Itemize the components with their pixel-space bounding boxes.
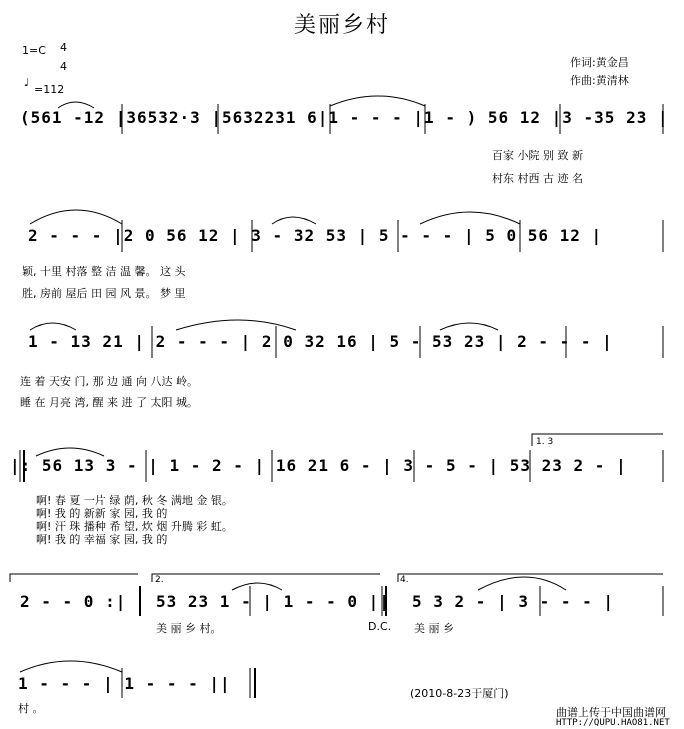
lyrics-row-3-verse-1: 连 着 天安 门, 那 边 通 向 八达 岭。	[20, 375, 198, 388]
lyricist-credit: 作词:黄金昌	[570, 56, 629, 69]
notation-row-4: |: 56 13 3 - | 1 - 2 - | 16 21 6 - | 3 - 5 - | 53 23 2 - |	[10, 456, 627, 475]
volta-2: 2.	[155, 575, 164, 585]
notation-row-6: 1 - - - | 1 - - - ||	[18, 674, 231, 693]
volta-4: 4.	[400, 575, 409, 585]
time-signature-denominator: 4	[60, 60, 67, 73]
lyrics-row-4-verse-2: 啊! 我 的 新新 家 园, 我 的	[36, 507, 168, 520]
volta-1-3: 1. 3	[536, 437, 554, 447]
key-signature: 1=C	[22, 44, 46, 57]
lyrics-row-6: 村 。	[18, 702, 44, 715]
lyrics-row-5b: 美 丽 乡 村。	[156, 622, 222, 635]
time-signature-numerator: 4	[60, 41, 67, 54]
composer-credit: 作曲:黄清林	[570, 74, 629, 87]
lyrics-row-4-verse-3: 啊! 汗 珠 播种 希 望, 炊 烟 升腾 彩 虹。	[36, 520, 233, 533]
lyrics-row-4-verse-4: 啊! 我 的 幸福 家 园, 我 的	[36, 533, 168, 546]
notation-row-1: (561 -12 |36532·3 |5632231 6|1 - - - |1 - ) 56 12 |3 -35 23 |	[20, 108, 669, 127]
song-title: 美丽乡村	[293, 13, 390, 38]
notation-row-5b: 53 23 1 - | 1 - - 0 ||	[156, 592, 390, 611]
source-watermark: 曲谱上传于中国曲谱网	[556, 706, 666, 719]
lyrics-row-1-verse-2: 村东 村西 古 迹 名	[492, 172, 583, 185]
lyrics-row-2-verse-1: 颖, 十里 村落 整 洁 温 馨。 这 头	[22, 265, 186, 278]
notation-row-5c: 5 3 2 - | 3 - - - |	[412, 592, 615, 611]
notation-row-5a: 2 - - 0 :|	[20, 592, 127, 611]
lyrics-row-1-verse-1: 百家 小院 别 致 新	[492, 149, 583, 162]
lyrics-row-4-verse-1: 啊! 春 夏 一片 绿 荫, 秋 冬 满地 金 银。	[36, 494, 233, 507]
da-capo-marking: D.C.	[368, 620, 392, 633]
lyrics-row-3-verse-2: 睡 在 月亮 湾, 醒 来 进 了 太阳 城。	[20, 396, 198, 409]
lyrics-row-2-verse-2: 胜, 房前 屋后 田 园 风 景。 梦 里	[22, 287, 186, 300]
lyrics-row-5c: 美 丽 乡	[414, 622, 454, 635]
tempo-marking: =112	[34, 83, 65, 96]
composition-date: (2010-8-23于厦门)	[410, 687, 509, 700]
source-url: HTTP://QUPU.HAO81.NET	[556, 718, 670, 728]
quarter-note-icon: ♩	[24, 76, 30, 89]
notation-row-2: 2 - - - |2 0 56 12 | 3 - 32 53 | 5 - - - | 5 0 56 12 |	[28, 226, 603, 245]
notation-row-3: 1 - 13 21 | 2 - - - | 2 0 32 16 | 5 - 53 23 | 2 - - - |	[28, 332, 613, 351]
